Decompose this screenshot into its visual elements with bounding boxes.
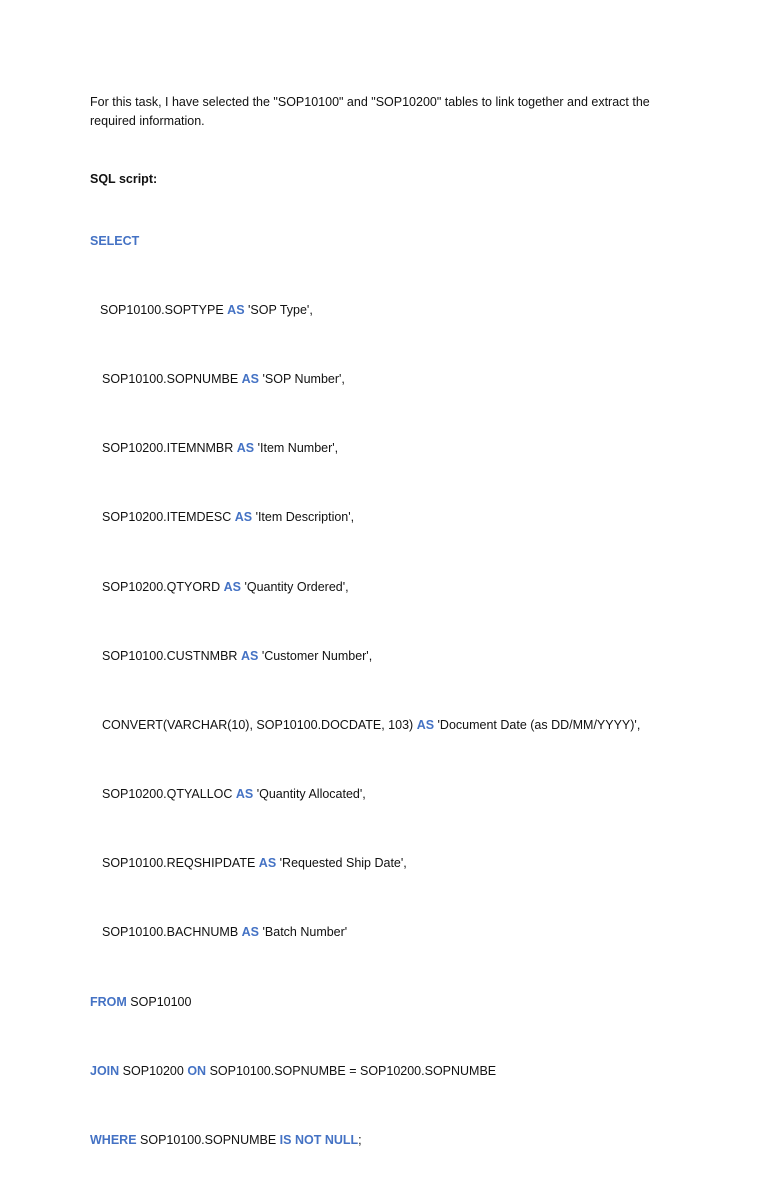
sql-code-block <box>90 198 640 1184</box>
sql-from-table: SOP10100 <box>130 994 192 1009</box>
sql-line-where <box>90 1132 640 1149</box>
sql-column-expr: SOP10200.QTYORD <box>102 579 221 594</box>
sql-keyword-as: AS <box>241 925 260 940</box>
sql-terminator: ; <box>358 1133 362 1148</box>
sql-column-alias: 'Document Date (as DD/MM/YYYY)', <box>437 717 641 732</box>
sql-keyword-select: SELECT <box>90 233 140 248</box>
sql-column-line <box>90 371 640 388</box>
sql-column-line <box>90 717 640 734</box>
sql-column-line <box>90 302 640 319</box>
sql-column-alias: 'Batch Number' <box>262 925 348 940</box>
sql-keyword-as: AS <box>416 717 435 732</box>
sql-column-alias: 'Item Description', <box>255 510 355 525</box>
sql-keyword-as: AS <box>235 787 254 802</box>
sql-column-alias: 'Quantity Ordered', <box>244 579 349 594</box>
sql-keyword-as: AS <box>236 441 255 456</box>
sql-column-expr: SOP10200.QTYALLOC <box>102 787 233 802</box>
sql-column-line <box>90 579 640 596</box>
sql-column-alias: 'Customer Number', <box>261 648 373 663</box>
sql-column-expr: CONVERT(VARCHAR(10), SOP10100.DOCDATE, 103) <box>102 717 414 732</box>
sql-keyword-is-not-null: IS NOT NULL <box>279 1133 359 1148</box>
sql-keyword-as: AS <box>227 302 245 317</box>
sql-column-expr: SOP10100.SOPNUMBE <box>102 371 239 386</box>
sql-column-line <box>90 924 640 941</box>
sql-where-column: SOP10100.SOPNUMBE <box>140 1133 277 1148</box>
sql-line-from <box>90 994 640 1011</box>
sql-column-expr: SOP10200.ITEMNMBR <box>102 441 234 456</box>
sql-keyword-as: AS <box>240 648 259 663</box>
intro-paragraph: For this task, I have selected the "SOP10100" and "SOP10200" tables to link together and extract the required information. <box>90 95 650 128</box>
sql-column-line <box>90 786 640 803</box>
sql-keyword-as: AS <box>234 510 253 525</box>
sql-column-line <box>90 509 640 526</box>
sql-column-alias: 'Requested Ship Date', <box>279 856 407 871</box>
sql-on-condition: SOP10100.SOPNUMBE = SOP10200.SOPNUMBE <box>209 1063 497 1078</box>
sql-column-line <box>90 855 640 872</box>
sql-keyword-as: AS <box>258 856 277 871</box>
sql-keyword-as: AS <box>223 579 241 594</box>
sql-column-expr: SOP10100.SOPTYPE <box>100 302 224 317</box>
sql-keyword-where: WHERE <box>90 1133 137 1148</box>
sql-keyword-on: ON <box>187 1063 207 1078</box>
sql-column-alias: 'SOP Number', <box>262 371 345 386</box>
sql-keyword-as: AS <box>241 371 260 386</box>
sql-column-alias: 'SOP Type', <box>248 302 313 317</box>
sql-script-heading: SQL script: <box>90 172 158 186</box>
sql-line-select <box>90 233 640 250</box>
sql-keyword-join: JOIN <box>90 1063 120 1078</box>
sql-column-alias: 'Quantity Allocated', <box>256 787 366 802</box>
sql-column-expr: SOP10100.BACHNUMB <box>102 925 239 940</box>
sql-column-alias: 'Item Number', <box>257 441 339 456</box>
sql-column-line <box>90 648 640 665</box>
sql-line-join <box>90 1063 640 1080</box>
sql-column-expr: SOP10100.REQSHIPDATE <box>102 856 256 871</box>
sql-keyword-from: FROM <box>90 994 127 1009</box>
sql-column-expr: SOP10200.ITEMDESC <box>102 510 232 525</box>
sql-join-table: SOP10200 <box>122 1063 184 1078</box>
sql-column-expr: SOP10100.CUSTNMBR <box>102 648 238 663</box>
sql-column-line <box>90 440 640 457</box>
